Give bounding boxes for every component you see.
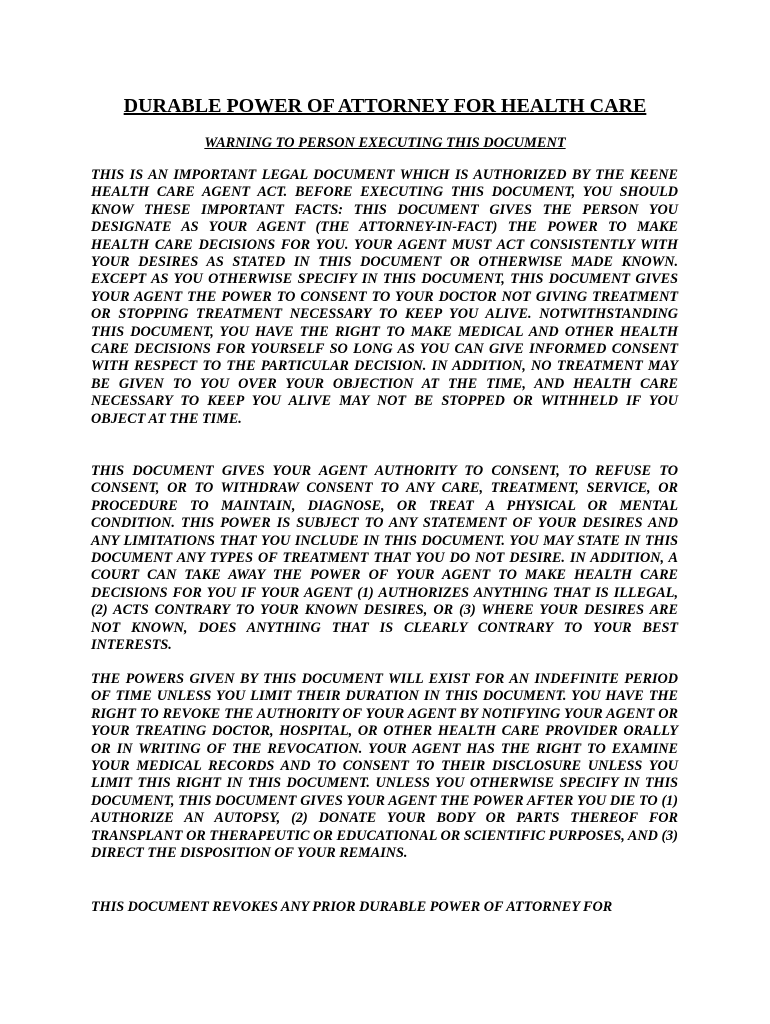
paragraph-4: THIS DOCUMENT REVOKES ANY PRIOR DURABLE POWER OF ATTORNEY FOR	[91, 899, 613, 915]
paragraph-1: THIS IS AN IMPORTANT LEGAL DOCUMENT WHICH IS AUTHORIZED BY THE KEENE HEALTH CARE AGENT ACT. BEFORE EXECUTING THIS DOCUMENT, YOU SHOULD KNOW THESE IMPORTANT FACTS: THIS DOCUMENT GIVES THE PERSON YOU DESIGNATE AS YOUR AGENT (THE ATTORNEY-IN-FACT) THE POWER TO MAKE HEALTH CARE DECISIONS FOR YOU. YOUR AGENT MUST ACT CONSISTENTLY WITH YOUR DESIRES AS STATED IN THIS DOCUMENT OR OTHERWISE MADE KNOWN. EXCEPT AS YOU OTHERWISE SPECIFY IN THIS DOCUMENT, THIS DOCUMENT GIVES YOUR AGENT THE POWER TO CONSENT TO YOUR DOCTOR NOT GIVING TREATMENT OR STOPPING TREATMENT NECESSARY TO KEEP YOU ALIVE. NOTWITHSTANDING THIS DOCUMENT, YOU HAVE THE RIGHT TO MAKE MEDICAL AND OTHER HEALTH CARE DECISIONS FOR YOURSELF SO LONG AS YOU CAN GIVE INFORMED CONSENT WITH RESPECT TO THE PARTICULAR DECISION. IN ADDITION, NO TREATMENT MAY BE GIVEN TO YOU OVER YOUR OBJECTION AT THE TIME, AND HEALTH CARE NECESSARY TO KEEP YOU ALIVE MAY NOT BE STOPPED OR WITHHELD IF YOU OBJECT AT THE TIME.	[91, 167, 678, 427]
paragraph-3: THE POWERS GIVEN BY THIS DOCUMENT WILL EXIST FOR AN INDEFINITE PERIOD OF TIME UNLESS YOU LIMIT THEIR DURATION IN THIS DOCUMENT. YOU HAVE THE RIGHT TO REVOKE THE AUTHORITY OF YOUR AGENT BY NOTIFYING YOUR AGENT OR YOUR TREATING DOCTOR, HOSPITAL, OR OTHER HEALTH CARE PROVIDER ORALLY OR IN WRITING OF THE REVOCATION. YOUR AGENT HAS THE RIGHT TO EXAMINE YOUR MEDICAL RECORDS AND TO CONSENT TO THEIR DISCLOSURE UNLESS YOU LIMIT THIS RIGHT IN THIS DOCUMENT. UNLESS YOU OTHERWISE SPECIFY IN THIS DOCUMENT, THIS DOCUMENT GIVES YOUR AGENT THE POWER AFTER YOU DIE TO (1) AUTHORIZE AN AUTOPSY, (2) DONATE YOUR BODY OR PARTS THEREOF FOR TRANSPLANT OR THERAPEUTIC OR EDUCATIONAL OR SCIENTIFIC PURPOSES, AND (3) DIRECT THE DISPOSITION OF YOUR REMAINS.	[91, 671, 678, 862]
warning-heading: WARNING TO PERSON EXECUTING THIS DOCUMENT	[204, 135, 566, 151]
paragraph-2: THIS DOCUMENT GIVES YOUR AGENT AUTHORITY TO CONSENT, TO REFUSE TO CONSENT, OR TO WITHDRAW CONSENT TO ANY CARE, TREATMENT, SERVICE, OR PROCEDURE TO MAINTAIN, DIAGNOSE, OR TREAT A PHYSICAL OR MENTAL CONDITION. THIS POWER IS SUBJECT TO ANY STATEMENT OF YOUR DESIRES AND ANY LIMITATIONS THAT YOU INCLUDE IN THIS DOCUMENT. YOU MAY STATE IN THIS DOCUMENT ANY TYPES OF TREATMENT THAT YOU DO NOT DESIRE. IN ADDITION, A COURT CAN TAKE AWAY THE POWER OF YOUR AGENT TO MAKE HEALTH CARE DECISIONS FOR YOU IF YOUR AGENT (1) AUTHORIZES ANYTHING THAT IS ILLEGAL, (2) ACTS CONTRARY TO YOUR KNOWN DESIRES, OR (3) WHERE YOUR DESIRES ARE NOT KNOWN, DOES ANYTHING THAT IS CLEARLY CONTRARY TO YOUR BEST INTERESTS.	[91, 463, 678, 654]
document-title: DURABLE POWER OF ATTORNEY FOR HEALTH CARE	[123, 95, 647, 117]
